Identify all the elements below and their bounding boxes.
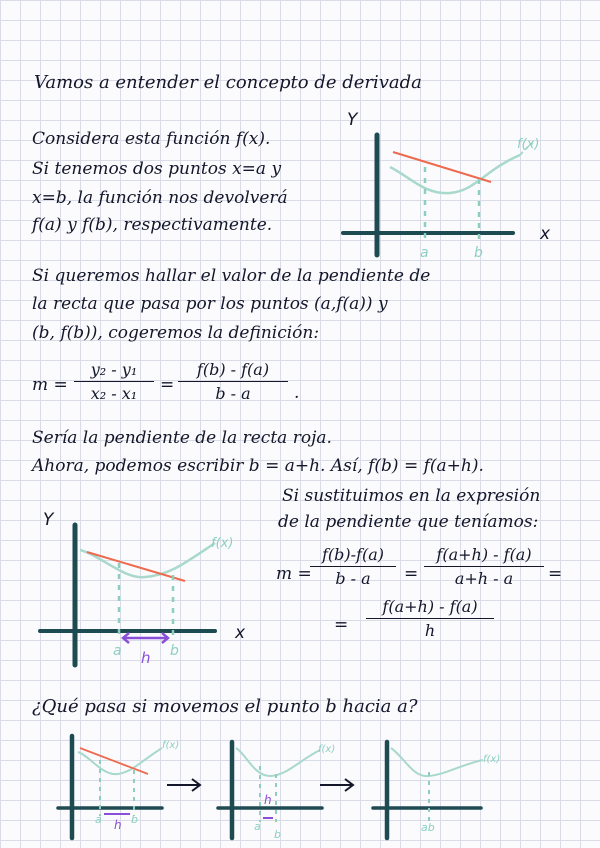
fraction-f-over-ba xyxy=(178,360,288,403)
f-label: f(x) xyxy=(318,744,336,755)
x-label: x xyxy=(235,623,246,643)
fraction-fah-fa xyxy=(424,545,544,588)
graph-secant-ab xyxy=(335,105,565,265)
fraction-denominator: b - a xyxy=(335,569,371,588)
formula-m: m = xyxy=(276,564,312,584)
arrow-right-icon xyxy=(165,775,205,795)
fraction-denominator: a+h - a xyxy=(454,569,514,588)
fraction-bar xyxy=(424,566,544,567)
fraction-y-over-x xyxy=(74,360,154,403)
para4-line-1: Si sustituimos en la expresión xyxy=(282,486,541,506)
function-curve xyxy=(390,155,520,193)
intro-line-2: Si tenemos dos puntos x=a y xyxy=(32,159,282,179)
para2-line-2: la recta que pasa por los puntos (a,f(a)) y xyxy=(32,294,388,314)
fraction-numerator: f(b)-f(a) xyxy=(322,545,384,564)
a-label: a xyxy=(254,820,261,833)
fraction-bar xyxy=(74,381,154,382)
function-curve xyxy=(80,543,215,577)
fraction-bar xyxy=(178,381,288,382)
fraction-final xyxy=(366,597,494,640)
b-label: b xyxy=(170,643,179,659)
h-label: h xyxy=(264,793,272,807)
formula-dot: . xyxy=(294,383,300,403)
formula-equals-2: = xyxy=(548,564,563,584)
fraction-numerator: y₂ - y₁ xyxy=(90,360,138,379)
fraction-numerator: f(a+h) - f(a) xyxy=(382,597,478,616)
fraction-denominator: x₂ - x₁ xyxy=(90,384,138,403)
para2-line-1: Si queremos hallar el valor de la pendiente de xyxy=(32,266,431,286)
para3-line-1: Sería la pendiente de la recta roja. xyxy=(32,428,332,448)
x-label: x xyxy=(540,224,551,244)
formula-equals-3: = xyxy=(334,615,349,635)
b-label: b xyxy=(274,828,281,841)
arrow-right-icon xyxy=(318,775,358,795)
para2-line-3: (b, f(b)), cogeremos la definición: xyxy=(32,323,320,343)
fraction-bar xyxy=(310,566,396,567)
b-label: b xyxy=(131,813,138,826)
formula-equals: = xyxy=(160,375,175,395)
h-label: h xyxy=(141,649,151,667)
f-label: f(x) xyxy=(483,754,501,765)
graph-sequence-3 xyxy=(365,730,525,845)
formula-m: m = xyxy=(32,375,68,395)
question-text: ¿Qué pasa si movemos el punto b hacia a? xyxy=(32,696,418,717)
intro-line-4: f(a) y f(b), respectivamente. xyxy=(32,215,273,235)
f-label: f(x) xyxy=(211,536,234,551)
intro-line-1: Considera esta función f(x). xyxy=(32,129,271,149)
fraction-fb-fa xyxy=(310,545,396,588)
b-label: b xyxy=(474,245,483,261)
ab-label: ab xyxy=(421,821,435,834)
para4-line-2: de la pendiente que teníamos: xyxy=(278,512,539,532)
intro-line-3: x=b, la función nos devolverá xyxy=(32,188,288,208)
y-label: Y xyxy=(43,510,54,530)
para3-line-2: Ahora, podemos escribir b = a+h. Así, f(b) = f(a+h). xyxy=(32,456,484,476)
function-curve xyxy=(236,748,320,776)
formula-equals-1: = xyxy=(404,564,419,584)
fraction-numerator: f(a+h) - f(a) xyxy=(436,545,532,564)
a-label: a xyxy=(420,245,429,261)
fraction-bar xyxy=(366,618,494,619)
function-curve xyxy=(391,748,483,776)
f-label: f(x) xyxy=(162,740,180,751)
fraction-numerator: f(b) - f(a) xyxy=(196,360,270,379)
graph-secant-h xyxy=(35,505,265,675)
a-label: a xyxy=(113,643,122,659)
a-label: a xyxy=(95,813,102,826)
y-label: Y xyxy=(347,110,358,130)
page-title: Vamos a entender el concepto de derivada xyxy=(34,72,422,93)
f-label: f(x) xyxy=(517,137,540,152)
fraction-denominator: h xyxy=(424,621,436,640)
h-label: h xyxy=(114,818,122,832)
fraction-denominator: b - a xyxy=(215,384,251,403)
